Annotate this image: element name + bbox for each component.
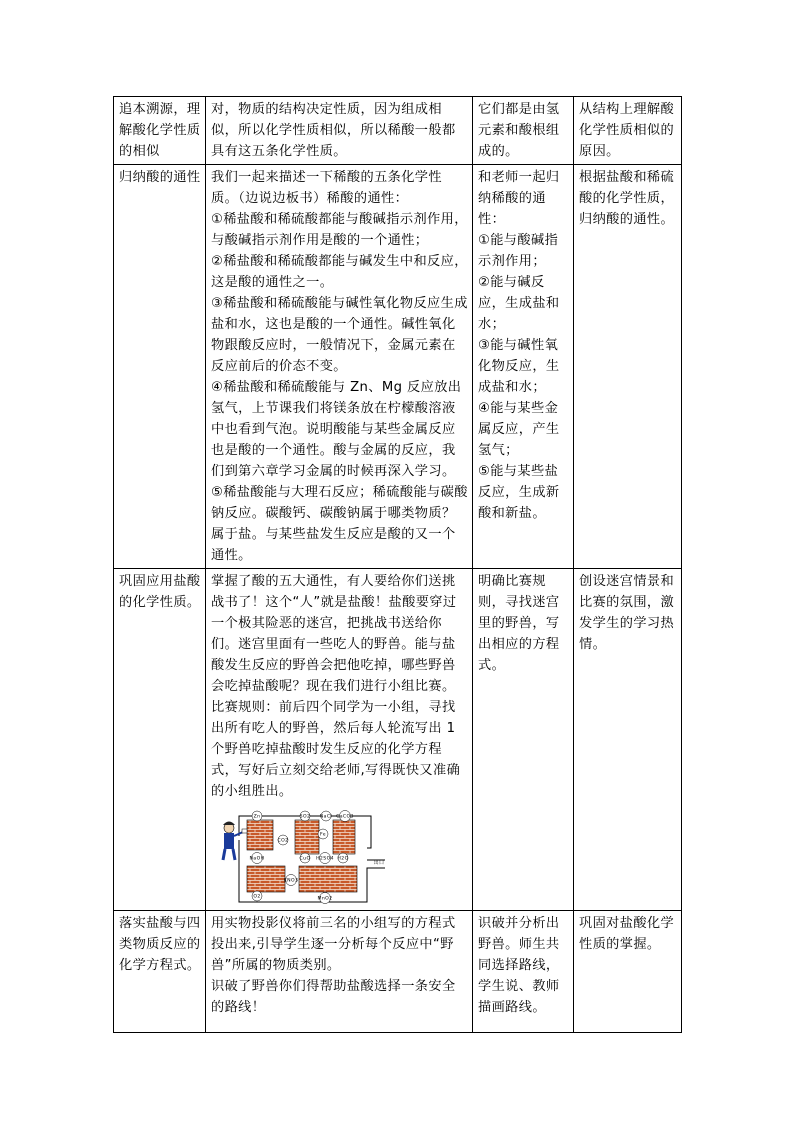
student-activity-cell: 明确比赛规则，寻找迷宫里的野兽，写出相应的方程式。	[473, 569, 574, 911]
svg-text:SO2: SO2	[299, 814, 311, 820]
svg-text:O2: O2	[253, 894, 261, 900]
brick-wall	[299, 866, 357, 892]
svg-text:NaOH: NaOH	[249, 856, 265, 862]
svg-text:CaCO3: CaCO3	[336, 814, 354, 820]
svg-text:Zn: Zn	[253, 814, 261, 820]
maze-exit-label: 出口	[373, 860, 385, 866]
brick-wall	[295, 820, 319, 854]
topic-cell: 巩固应用盐酸的化学性质。	[114, 569, 206, 911]
svg-text:NaCl: NaCl	[319, 814, 333, 820]
student-activity-cell: 和老师一起归纳稀酸的通性： ①能与酸碱指示剂作用； ②能与碱反应，生成盐和水； ③能与碱性氧化物反应，生成盐和水； ④能与某些金属反应，产生氢气； ⑤能与某些盐反应，生成新酸和新盐。	[473, 165, 574, 569]
beast-so2	[300, 811, 311, 821]
brick-wall	[247, 820, 273, 850]
svg-text:H2SO4: H2SO4	[316, 856, 334, 862]
beast-fe	[318, 829, 328, 839]
beast-naoh	[250, 853, 265, 864]
design-intent-cell: 巩固对盐酸化学性质的掌握。	[574, 911, 682, 1033]
design-intent-cell: 根据盐酸和稀硫酸的化学性质，归纳酸的通性。	[574, 165, 682, 569]
lesson-plan-table	[113, 96, 682, 1033]
teacher-activity-cell: 我们一起来描述一下稀酸的五条化学性质。（边说边板书）稀酸的通性： ①稀盐酸和稀硫酸都能与酸碱指示剂作用，与酸碱指示剂作用是酸的一个通性； ②稀盐酸和稀硫酸都能与碱发生中和反应，这是酸的通性之一。 ③稀盐酸和稀硫酸能与碱性氧化物反应生成盐和水，这也是酸的一个通性。碱性氧化物跟酸反应时，一般情况下，金属元素在反应前后的价态不变。 ④稀盐酸和稀硫酸能与 Zn、Mg 反应放出氢气，上节课我们将镁条放在柠檬酸溶液中也看到气泡。说明酸能与某些金属反应也是酸的一个通性。酸与金属的反应，我们到第六章学习金属的时候再深入学习。 ⑤稀盐酸能与大理石反应；稀硫酸能与碳酸钠反应。碳酸钙、碳酸钠属于哪类物质？属于盐。与某些盐发生反应是酸的又一个通性。	[206, 165, 473, 569]
beast-nacl	[320, 811, 332, 821]
table-row	[114, 97, 682, 165]
teacher-activity-cell: 对，物质的结构决定性质，因为组成相似，所以化学性质相似，所以稀酸一般都具有这五条化学性质。	[206, 97, 473, 165]
beast-cuo	[300, 853, 311, 863]
table-row	[114, 569, 682, 911]
design-intent-cell: 创设迷宫情景和比赛的氛围，激发学生的学习热情。	[574, 569, 682, 911]
student-figure-icon	[223, 822, 247, 861]
svg-text:Fe: Fe	[319, 832, 327, 838]
student-activity-cell: 识破并分析出野兽。师生共同选择路线，学生说、教师描画路线。	[473, 911, 574, 1033]
svg-text:CO2: CO2	[277, 838, 289, 844]
beast-kno3	[284, 875, 299, 886]
student-activity-cell: 它们都是由氢元素和酸根组成的。	[473, 97, 574, 165]
brick-wall	[333, 820, 355, 854]
maze-figure	[217, 808, 387, 906]
svg-text:MnO2: MnO2	[317, 896, 333, 902]
design-intent-cell: 从结构上理解酸化学性质相似的原因。	[574, 97, 682, 165]
topic-cell: 落实盐酸与四类物质反应的化学方程式。	[114, 911, 206, 1033]
brick-wall	[247, 866, 285, 892]
topic-cell: 归纳酸的通性	[114, 165, 206, 569]
beast-co2	[278, 835, 289, 845]
topic-cell: 追本溯源，理解酸化学性质的相似	[114, 97, 206, 165]
beast-o2	[252, 891, 262, 901]
svg-text:CuO: CuO	[299, 856, 311, 862]
table-row	[114, 911, 682, 1033]
beast-zn	[252, 811, 262, 821]
teacher-activity-cell: 用实物投影仪将前三名的小组写的方程式投出来,引导学生逐一分析每个反应中“野兽”所属的物质类别。 识破了野兽你们得帮助盐酸选择一条安全的路线！	[206, 911, 473, 1033]
table-row	[114, 165, 682, 569]
teacher-activity-cell: 掌握了酸的五大通性，有人要给你们送挑战书了！这个“人”就是盐酸！盐酸要穿过一个极其险恶的迷宫，把挑战书送给你们。迷宫里面有一些吃人的野兽。能与盐酸发生反应的野兽会把他吃掉，哪些野兽会吃掉盐酸呢？现在我们进行小组比赛。 比赛规则：前后四个同学为一小组，寻找出所有吃人的野兽，然后每人轮流写出 1 个野兽吃掉盐酸时发生反应的化学方程式，写好后立刻交给老师,写得既快又准确的小组胜出。 Zn SO2 NaCl CaCO3 Fe NaOH CuO CO2 H2O H2SO4 KNO3 O2 MnO2 出口	[206, 569, 473, 911]
beast-h2o	[337, 853, 348, 863]
svg-text:KNO3: KNO3	[283, 878, 299, 884]
svg-text:H2O: H2O	[337, 856, 349, 862]
